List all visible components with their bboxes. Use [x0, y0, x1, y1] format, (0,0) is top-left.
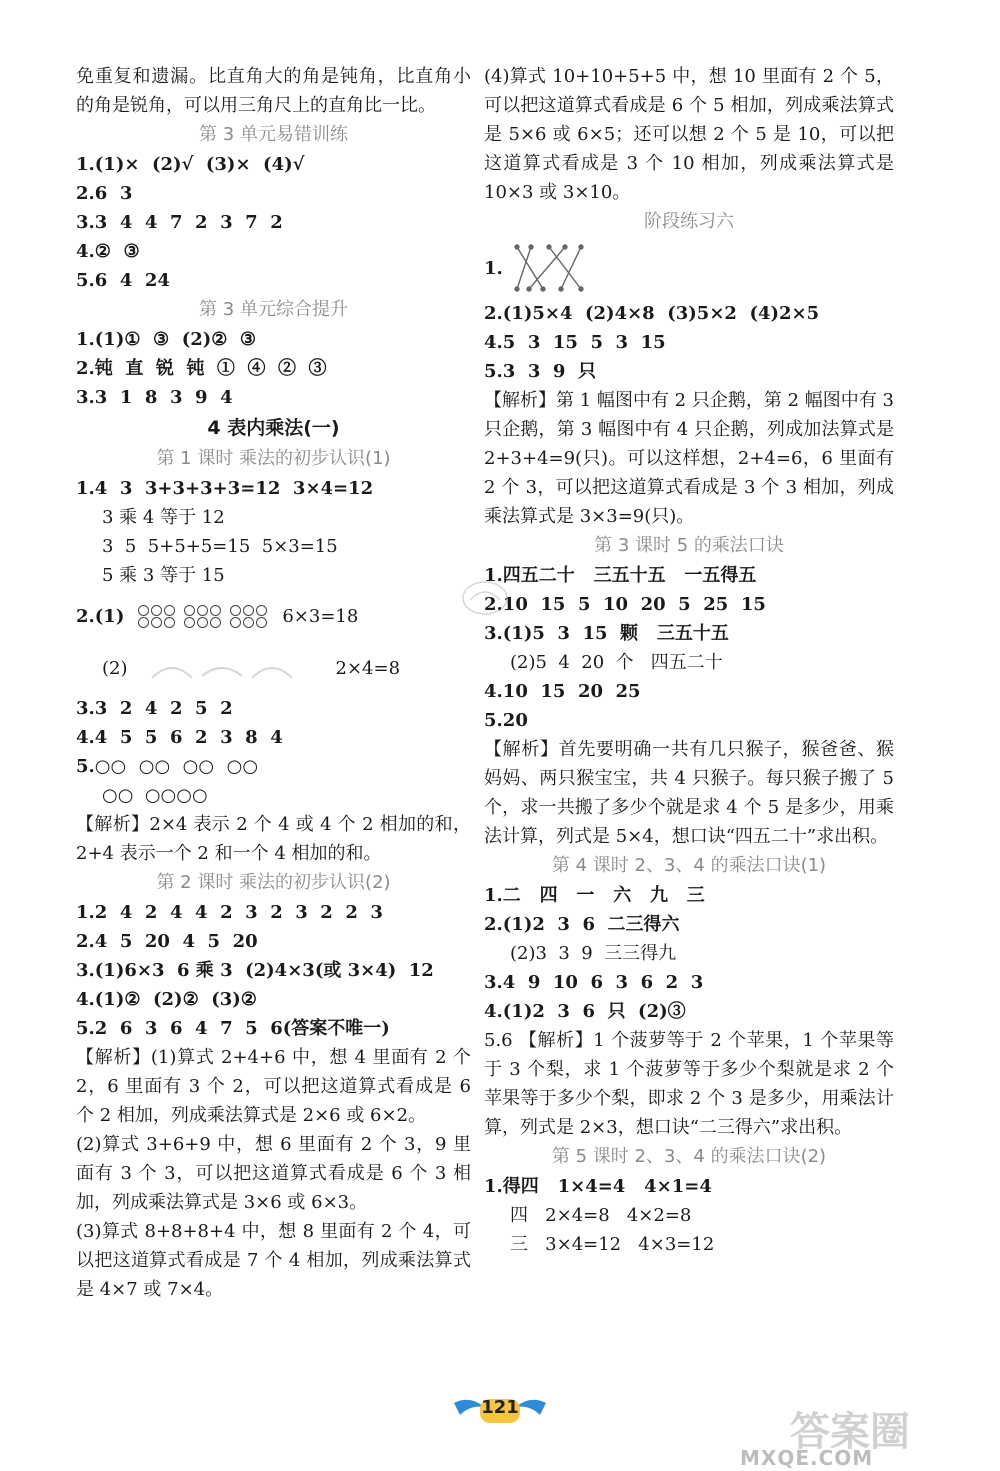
- equation: 2×4=8: [335, 657, 401, 679]
- answer-line: 2.钝 直 锐 钝 ① ④ ② ③: [76, 358, 327, 379]
- answer-line: 四 2×4=8 4×2=8: [510, 1205, 692, 1226]
- answer-line: 5.20: [484, 710, 528, 731]
- question-label: (2): [102, 657, 128, 679]
- answer-line: 4.5 3 15 5 3 15: [484, 332, 666, 353]
- answer-line: 3.3 1 8 3 9 4: [76, 387, 233, 408]
- analysis-note: 【解析】(1)算式 2+4+6 中，想 4 里面有 2 个 2，6 里面有 3 个 2，可以把这道算式看成是 6 个 2 相加，列成乘法算式是 2×6 或 6×2。: [76, 1047, 471, 1126]
- answer-line: 3 乘 4 等于 12: [102, 507, 225, 528]
- intro-text: 免重复和遗漏。比直角大的角是钝角，比直角小的角是锐角，可以用三角尺上的直角比一比。: [76, 66, 471, 116]
- answer-line: 三 3×4=12 4×3=12: [510, 1234, 715, 1255]
- answer-line: 1.(1)① ③ (2)② ③: [76, 329, 257, 350]
- left-column: [76, 62, 471, 1304]
- watermark-logo: 答案圈: [790, 1409, 910, 1455]
- answer-line: 4.② ③: [76, 241, 140, 262]
- answer-line: 2.(1)2 3 6 二三得六: [484, 914, 680, 935]
- lesson-title-3: 第 3 课时 5 的乘法口诀: [594, 535, 784, 556]
- watermark-site: MXQE.COM: [740, 1446, 874, 1470]
- matching-lines-figure: [509, 241, 589, 296]
- analysis-note: 【解析】首先要明确一共有几只猴子，猴爸爸、猴妈妈、两只猴宝宝，共 4 只猴子。每只猴子搬了 5 个，求一共搬了多少个就是求 4 个 5 是多少，用乘法计算，列式是 5×4，想口诀“四五二十”求出积。: [484, 739, 894, 847]
- question-label: 1.: [484, 257, 503, 279]
- page-number-badge: [450, 1393, 550, 1427]
- chapter-title: 4 表内乘法(一): [207, 417, 340, 439]
- answer-line: 2.4 5 20 4 5 20: [76, 931, 258, 952]
- answer-line: 4.4 5 5 6 2 3 8 4: [76, 727, 283, 748]
- section-title-practice: 阶段练习六: [644, 211, 734, 232]
- answer-line: 1.(1)× (2)√ (3)× (4)√: [76, 154, 305, 175]
- circle-groups-figure: [138, 605, 268, 628]
- intro-text: (4)算式 10+10+5+5 中，想 10 里面有 2 个 5，可以把这道算式看成是 6 个 5 相加，列成乘法算式是 5×6 或 6×5；还可以想 2 个 5 是 10，可以把这道算式看成是 3 个 10 相加，列成乘法算式是 10×3 或 3×10。: [484, 66, 894, 203]
- answer-line: 2.(1)5×4 (2)4×8 (3)5×2 (4)2×5: [484, 303, 820, 324]
- faint-figure-row: [76, 642, 471, 694]
- section-title-review: 第 3 单元综合提升: [199, 299, 348, 320]
- right-column: [484, 62, 894, 1259]
- answer-line: 5 乘 3 等于 15: [102, 565, 225, 586]
- answer-line: ○○ ○○○○: [102, 785, 208, 806]
- analysis-note: (3)算式 8+8+8+4 中，想 8 里面有 2 个 4，可以把这道算式看成是 7 个 4 相加，列成乘法算式是 4×7 或 7×4。: [76, 1221, 471, 1300]
- answer-line: 5.6 4 24: [76, 270, 170, 291]
- circle-group: [230, 605, 268, 628]
- answer-line: 5.3 3 9 只: [484, 361, 596, 382]
- answer-line: 2.6 3: [76, 183, 133, 204]
- question-label: 2.(1): [76, 605, 125, 627]
- answer-line: 2.10 15 5 10 20 5 25 15: [484, 594, 766, 615]
- analysis-note: (2)算式 3+6+9 中，想 6 里面有 2 个 3，9 里面有 3 个 3，可以把这道算式看成是 6 个 3 相加，列成乘法算式是 3×6 或 6×3。: [76, 1134, 471, 1213]
- lesson-title-1: 第 1 课时 乘法的初步认识(1): [156, 448, 391, 469]
- page-number: 121: [481, 1397, 519, 1418]
- answer-line: (2)5 4 20 个 四五二十: [510, 652, 723, 673]
- answer-line: 3.3 2 4 2 5 2: [76, 698, 233, 719]
- answer-line: 1.二 四 一 六 九 三: [484, 885, 705, 906]
- section-title-errors: 第 3 单元易错训练: [199, 124, 348, 145]
- matching-row: [484, 237, 894, 299]
- lesson-title-2: 第 2 课时 乘法的初步认识(2): [156, 872, 391, 893]
- answer-line: (2)3 3 9 三三得九: [510, 943, 677, 964]
- answer-line: 1.四五二十 三五十五 一五得五: [484, 565, 757, 586]
- answer-line: 3 5 5+5+5=15 5×3=15: [102, 536, 338, 557]
- circle-group: [184, 605, 222, 628]
- circle-groups-row: [76, 590, 471, 642]
- faint-drawing-figure: [142, 648, 322, 688]
- answer-line: 1.4 3 3+3+3+3=12 3×4=12: [76, 478, 374, 499]
- analysis-note: 【解析】第 1 幅图中有 2 只企鹅，第 2 幅图中有 3 只企鹅，第 3 幅图中有 4 只企鹅，列成加法算式是 2+3+4=9(只)。可以这样想，2+4=6，6 里面有 2 个 3，可以把这道算式看成是 3 个 3 相加，列成乘法算式是 3×3=9(只)。: [484, 390, 894, 527]
- circle-group: [138, 605, 176, 628]
- stamp-mark: [460, 578, 510, 618]
- lesson-title-5: 第 5 课时 2、3、4 的乘法口诀(2): [551, 1146, 827, 1167]
- answer-line: 5.○○ ○○ ○○ ○○: [76, 756, 259, 777]
- answer-line: 5.2 6 3 6 4 7 5 6(答案不唯一): [76, 1018, 390, 1039]
- lesson-title-4: 第 4 课时 2、3、4 的乘法口诀(1): [551, 855, 827, 876]
- answer-line: 3.3 4 4 7 2 3 7 2: [76, 212, 283, 233]
- analysis-note: 【解析】2×4 表示 2 个 4 或 4 个 2 相加的和，2+4 表示一个 2 和一个 4 相加的和。: [76, 814, 471, 864]
- answer-line: 4.(1)2 3 6 只 (2)③: [484, 1001, 686, 1022]
- equation: 6×3=18: [282, 605, 359, 627]
- answer-line: 1.2 4 2 4 4 2 3 2 3 2 2 3: [76, 902, 383, 923]
- answer-line: 3.4 9 10 6 3 6 2 3: [484, 972, 704, 993]
- answer-line: 4.(1)② (2)② (3)②: [76, 989, 257, 1010]
- answer-line: 1.得四 1×4=4 4×1=4: [484, 1176, 712, 1197]
- watermark: [730, 1398, 980, 1468]
- analysis-note: 5.6 【解析】1 个菠萝等于 2 个苹果，1 个苹果等于 3 个梨，求 1 个菠萝等于多少个梨就是求 2 个苹果等于多少个梨，即求 2 个 3 是多少，用乘法计算，列式是 2×3，想口诀“二三得六”求出积。: [484, 1030, 894, 1138]
- answer-line: 3.(1)6×3 6 乘 3 (2)4×3(或 3×4) 12: [76, 960, 434, 981]
- answer-line: 4.10 15 20 25: [484, 681, 641, 702]
- answer-line: 3.(1)5 3 15 颗 三五十五: [484, 623, 729, 644]
